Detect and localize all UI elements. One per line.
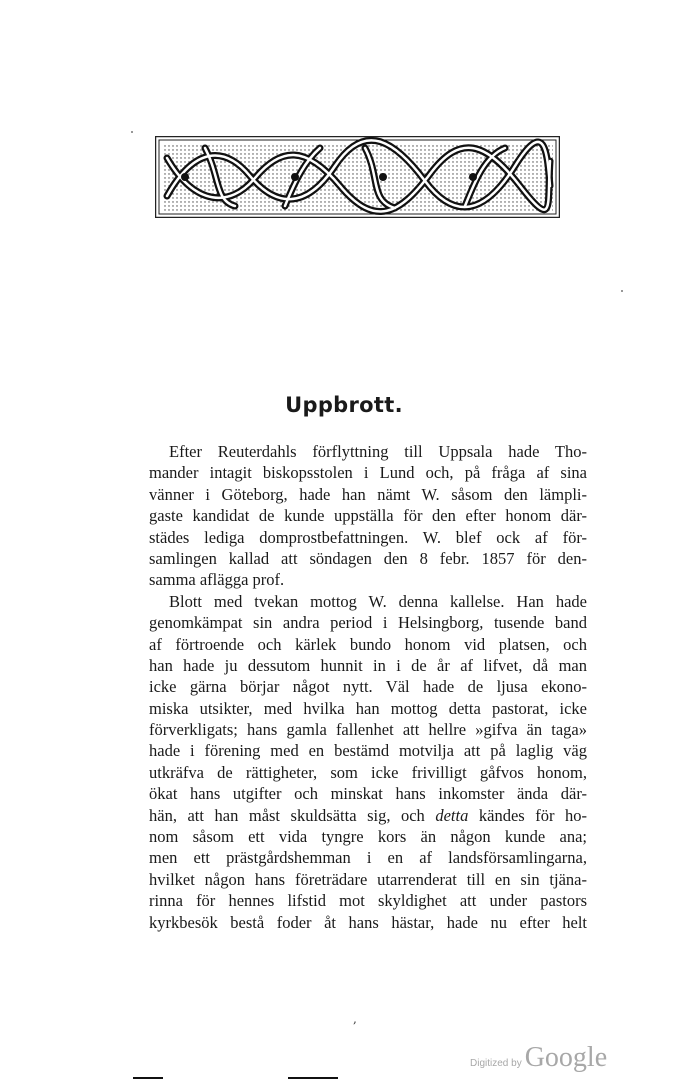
print-speck bbox=[621, 290, 623, 292]
text-line: mander intagit biskopsstolen i Lund och, på fråga af sina bbox=[149, 463, 587, 483]
text-line: utkräfva de rättigheter, som icke frivilligt gåfvos honom, bbox=[149, 762, 587, 782]
text-line: vänner i Göteborg, hade han nämt W. såsom den lämpli- bbox=[149, 484, 587, 504]
page-edge-rule bbox=[288, 1077, 338, 1079]
text-line-with-emphasis bbox=[149, 805, 587, 826]
text-line: förverkligats; hans gamla fallenhet att hellre »gifva än taga» bbox=[149, 720, 587, 740]
text-line: hvilket någon hans företrädare utarrenderat till en sin tjäna- bbox=[149, 869, 587, 889]
text-line: Blott med tvekan mottog W. denna kallelse. Han hade bbox=[169, 591, 587, 611]
text-line: men ett prästgårdshemman i en af landsförsamlingarna, bbox=[149, 848, 587, 868]
text-fragment: kändes för ho- bbox=[468, 805, 587, 825]
text-line: gaste kandidat de kunde uppställa för den efter honom där- bbox=[149, 506, 587, 526]
text-line: samlingen kallad att söndagen den 8 febr. 1857 för den- bbox=[149, 548, 587, 568]
page-edge-rule bbox=[133, 1077, 163, 1079]
chapter-title: Uppbrott. bbox=[285, 393, 403, 417]
text-line: genomkämpat sin andra period i Helsingborg, tusende band bbox=[149, 613, 587, 633]
text-line: hade i förening med en bestämd motvilja att på laglig väg bbox=[149, 741, 587, 761]
footer-mark: , bbox=[353, 1012, 357, 1026]
print-speck bbox=[131, 131, 133, 133]
text-line: rinna för hennes lifstid mot skyldighet att under pastors bbox=[149, 891, 587, 911]
emphasized-word: detta bbox=[435, 805, 469, 825]
digitized-watermark bbox=[470, 1042, 607, 1074]
text-line: nom såsom ett vida tyngre kors än någon kunde ana; bbox=[149, 827, 587, 847]
body-text bbox=[149, 441, 587, 933]
text-line: han hade ju dessutom hunnit in i de år af lifvet, då man bbox=[149, 655, 587, 675]
text-line: kyrkbesök bestå foder åt hans hästar, hade nu efter helt bbox=[149, 912, 587, 932]
text-line: städes lediga domprostbefattningen. W. blef ock af för- bbox=[149, 527, 587, 547]
text-line: miska utsikter, med hvilka han mottog detta pastorat, icke bbox=[149, 698, 587, 718]
interlace-ornament-banner bbox=[155, 136, 560, 218]
text-line: ökat hans utgifter och minskat hans inkomster ända där- bbox=[149, 784, 587, 804]
text-line: Efter Reuterdahls förflyttning till Uppsala hade Tho- bbox=[169, 442, 587, 461]
watermark-prefix: Digitized by bbox=[470, 1058, 522, 1069]
text-line: samma aflägga prof. bbox=[149, 570, 285, 590]
watermark-brand: Google bbox=[524, 1042, 608, 1073]
text-line: af förtroende och kärlek bundo honom vid platsen, och bbox=[149, 634, 587, 654]
text-fragment: hän, att han måst skuldsätta sig, och bbox=[149, 805, 436, 825]
text-line: icke gärna börjar något nytt. Väl hade de ljusa ekono- bbox=[149, 677, 587, 697]
